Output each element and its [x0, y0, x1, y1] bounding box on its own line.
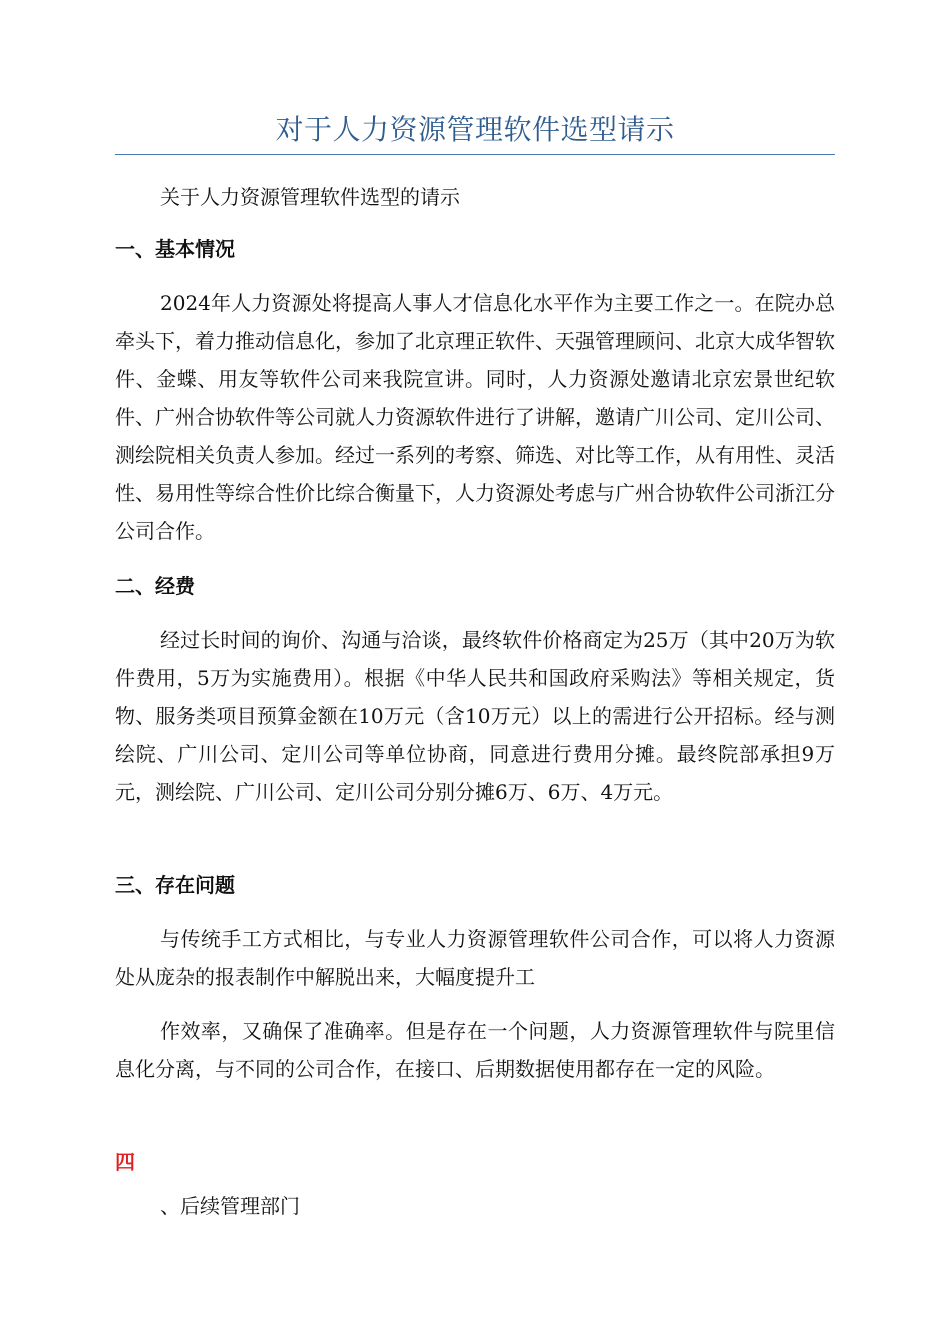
document-subtitle: 关于人力资源管理软件选型的请示 — [160, 185, 460, 209]
section-paragraph-issues-2: 作效率，又确保了准确率。但是存在一个问题，人力资源管理软件与院里信息化分离，与不同的公司合作，在接口、后期数据使用都存在一定的风险。 — [115, 1019, 835, 1081]
section-paragraph-funding: 经过长时间的询价、沟通与洽谈，最终软件价格商定为25万（其中20万为软件费用，5万为实施费用）。根据《中华人民共和国政府采购法》等相关规定，货物、服务类项目预算金额在10万元（含10万元）以上的需进行公开招标。经与测绘院、广川公司、定川公司等单位协商，同意进行费用分摊。最终院部承担9万元，测绘院、广川公司、定川公司分别分摊6万、6万、4万元。 — [115, 628, 835, 804]
document-title: 对于人力资源管理软件选型请示 — [275, 113, 675, 146]
section-heading-funding: 二、经费 — [115, 574, 195, 598]
section-heading-issues: 三、存在问题 — [115, 873, 235, 897]
section-paragraph-issues-1: 与传统手工方式相比，与专业人力资源管理软件公司合作，可以将人力资源处从庞杂的报表制作中解脱出来，大幅度提升工 — [115, 927, 835, 989]
section-paragraph-management-dept: 、后续管理部门 — [160, 1194, 300, 1218]
section-paragraph-basic-situation: 2024年人力资源处将提高人事人才信息化水平作为主要工作之一。在院办总牵头下，着力推动信息化，参加了北京理正软件、天强管理顾问、北京大成华智软件、金蝶、用友等软件公司来我院宣讲。同时，人力资源处邀请北京宏景世纪软件、广州合协软件等公司就人力资源软件进行了讲解，邀请广川公司、定川公司、测绘院相关负责人参加。经过一系列的考察、筛选、对比等工作，从有用性、灵活性、易用性等综合性价比综合衡量下，人力资源处考虑与广州合协软件公司浙江分公司合作。 — [115, 291, 835, 543]
section-heading-four: 四 — [115, 1150, 135, 1174]
title-underline — [115, 154, 835, 155]
section-heading-basic-situation: 一、基本情况 — [115, 237, 235, 261]
